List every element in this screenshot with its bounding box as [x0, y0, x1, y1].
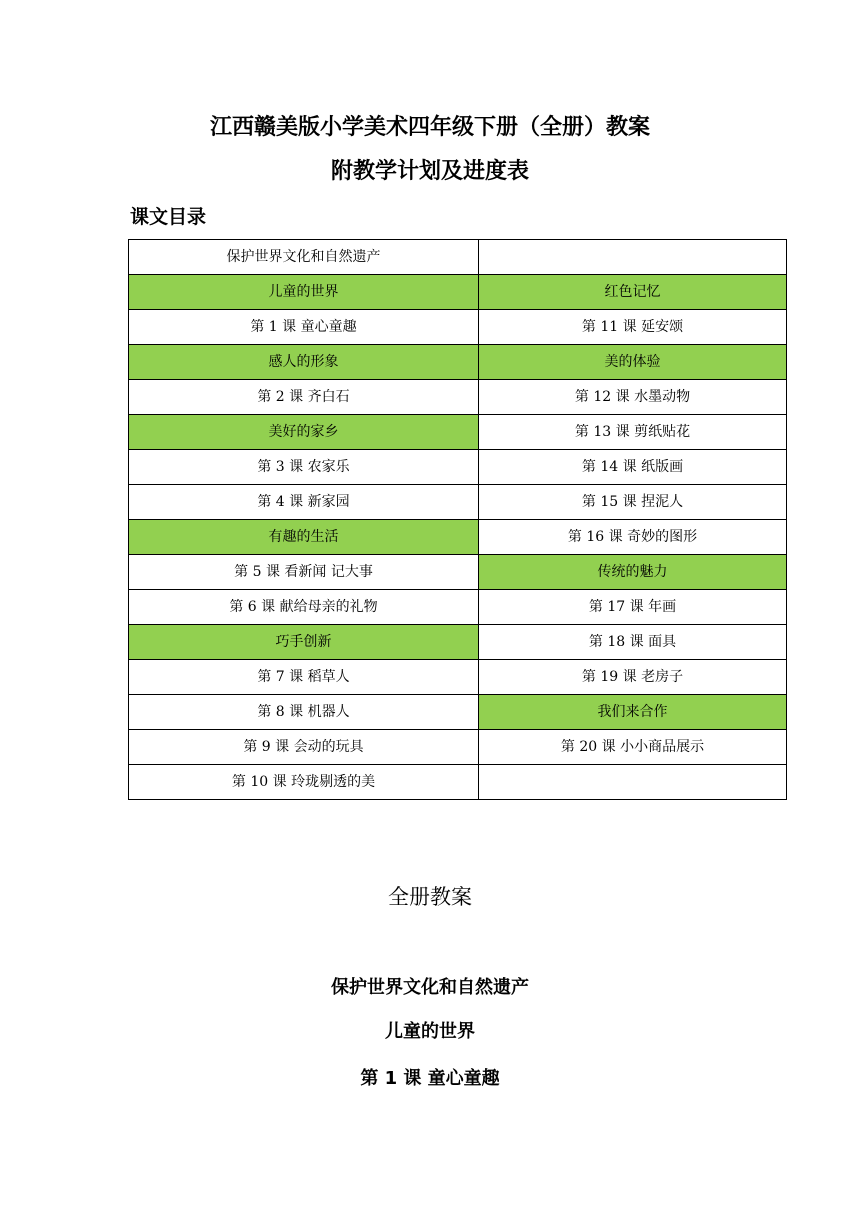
- toc-unit-cell: 红色记忆: [479, 275, 787, 310]
- toc-row: [129, 765, 787, 800]
- toc-row: [129, 345, 787, 380]
- toc-row: [129, 380, 787, 415]
- toc-lesson-cell: 第 12 课 水墨动物: [479, 380, 787, 415]
- toc-row: [129, 625, 787, 660]
- toc-unit-cell: 美的体验: [479, 345, 787, 380]
- section-heading-unit: 儿童的世界: [385, 1021, 475, 1042]
- toc-unit-cell: 巧手创新: [129, 625, 479, 660]
- toc-row: [129, 240, 787, 275]
- toc-lesson-cell: 第 19 课 老房子: [479, 660, 787, 695]
- toc-row: [129, 695, 787, 730]
- toc-unit-cell: 儿童的世界: [129, 275, 479, 310]
- toc-row: [129, 590, 787, 625]
- toc-row: [129, 660, 787, 695]
- toc-lesson-cell: 第 2 课 齐白石: [129, 380, 479, 415]
- toc-row: [129, 555, 787, 590]
- toc-table: [128, 239, 787, 800]
- toc-lesson-cell: 第 15 课 捏泥人: [479, 485, 787, 520]
- toc-row: [129, 415, 787, 450]
- toc-unit-cell: 有趣的生活: [129, 520, 479, 555]
- toc-cell: [479, 765, 787, 800]
- toc-heading: 课文目录: [130, 206, 207, 228]
- toc-lesson-cell: 第 7 课 稻草人: [129, 660, 479, 695]
- toc-unit-cell: 传统的魅力: [479, 555, 787, 590]
- toc-lesson-cell: 第 14 课 纸版画: [479, 450, 787, 485]
- toc-lesson-cell: 第 20 课 小小商品展示: [479, 730, 787, 765]
- toc-lesson-cell: 第 3 课 农家乐: [129, 450, 479, 485]
- toc-lesson-cell: 第 4 课 新家园: [129, 485, 479, 520]
- toc-row: [129, 485, 787, 520]
- toc-row: [129, 450, 787, 485]
- section-heading-lesson: 第 1 课 童心童趣: [360, 1068, 500, 1089]
- toc-body: [129, 240, 787, 800]
- document-title: 江西赣美版小学美术四年级下册（全册）教案: [209, 115, 650, 140]
- toc-lesson-cell: 第 9 课 会动的玩具: [129, 730, 479, 765]
- toc-row: [129, 730, 787, 765]
- toc-lesson-cell: 第 6 课 献给母亲的礼物: [129, 590, 479, 625]
- toc-row: [129, 520, 787, 555]
- document-subtitle: 附教学计划及进度表: [330, 159, 529, 184]
- toc-lesson-cell: 第 16 课 奇妙的图形: [479, 520, 787, 555]
- section-heading-heritage: 保护世界文化和自然遗产: [331, 977, 529, 998]
- toc-lesson-cell: 第 8 课 机器人: [129, 695, 479, 730]
- toc-cell: 保护世界文化和自然遗产: [129, 240, 479, 275]
- toc-lesson-cell: 第 5 课 看新闻 记大事: [129, 555, 479, 590]
- toc-row: [129, 275, 787, 310]
- toc-lesson-cell: 第 13 课 剪纸贴花: [479, 415, 787, 450]
- toc-lesson-cell: 第 17 课 年画: [479, 590, 787, 625]
- toc-lesson-cell: 第 11 课 延安颂: [479, 310, 787, 345]
- toc-unit-cell: 我们来合作: [479, 695, 787, 730]
- toc-lesson-cell: 第 18 课 面具: [479, 625, 787, 660]
- toc-row: [129, 310, 787, 345]
- toc-lesson-cell: 第 1 课 童心童趣: [129, 310, 479, 345]
- section-heading-all-lessons: 全册教案: [388, 885, 472, 909]
- toc-lesson-cell: 第 10 课 玲珑剔透的美: [129, 765, 479, 800]
- toc-unit-cell: 感人的形象: [129, 345, 479, 380]
- toc-cell: [479, 240, 787, 275]
- toc-unit-cell: 美好的家乡: [129, 415, 479, 450]
